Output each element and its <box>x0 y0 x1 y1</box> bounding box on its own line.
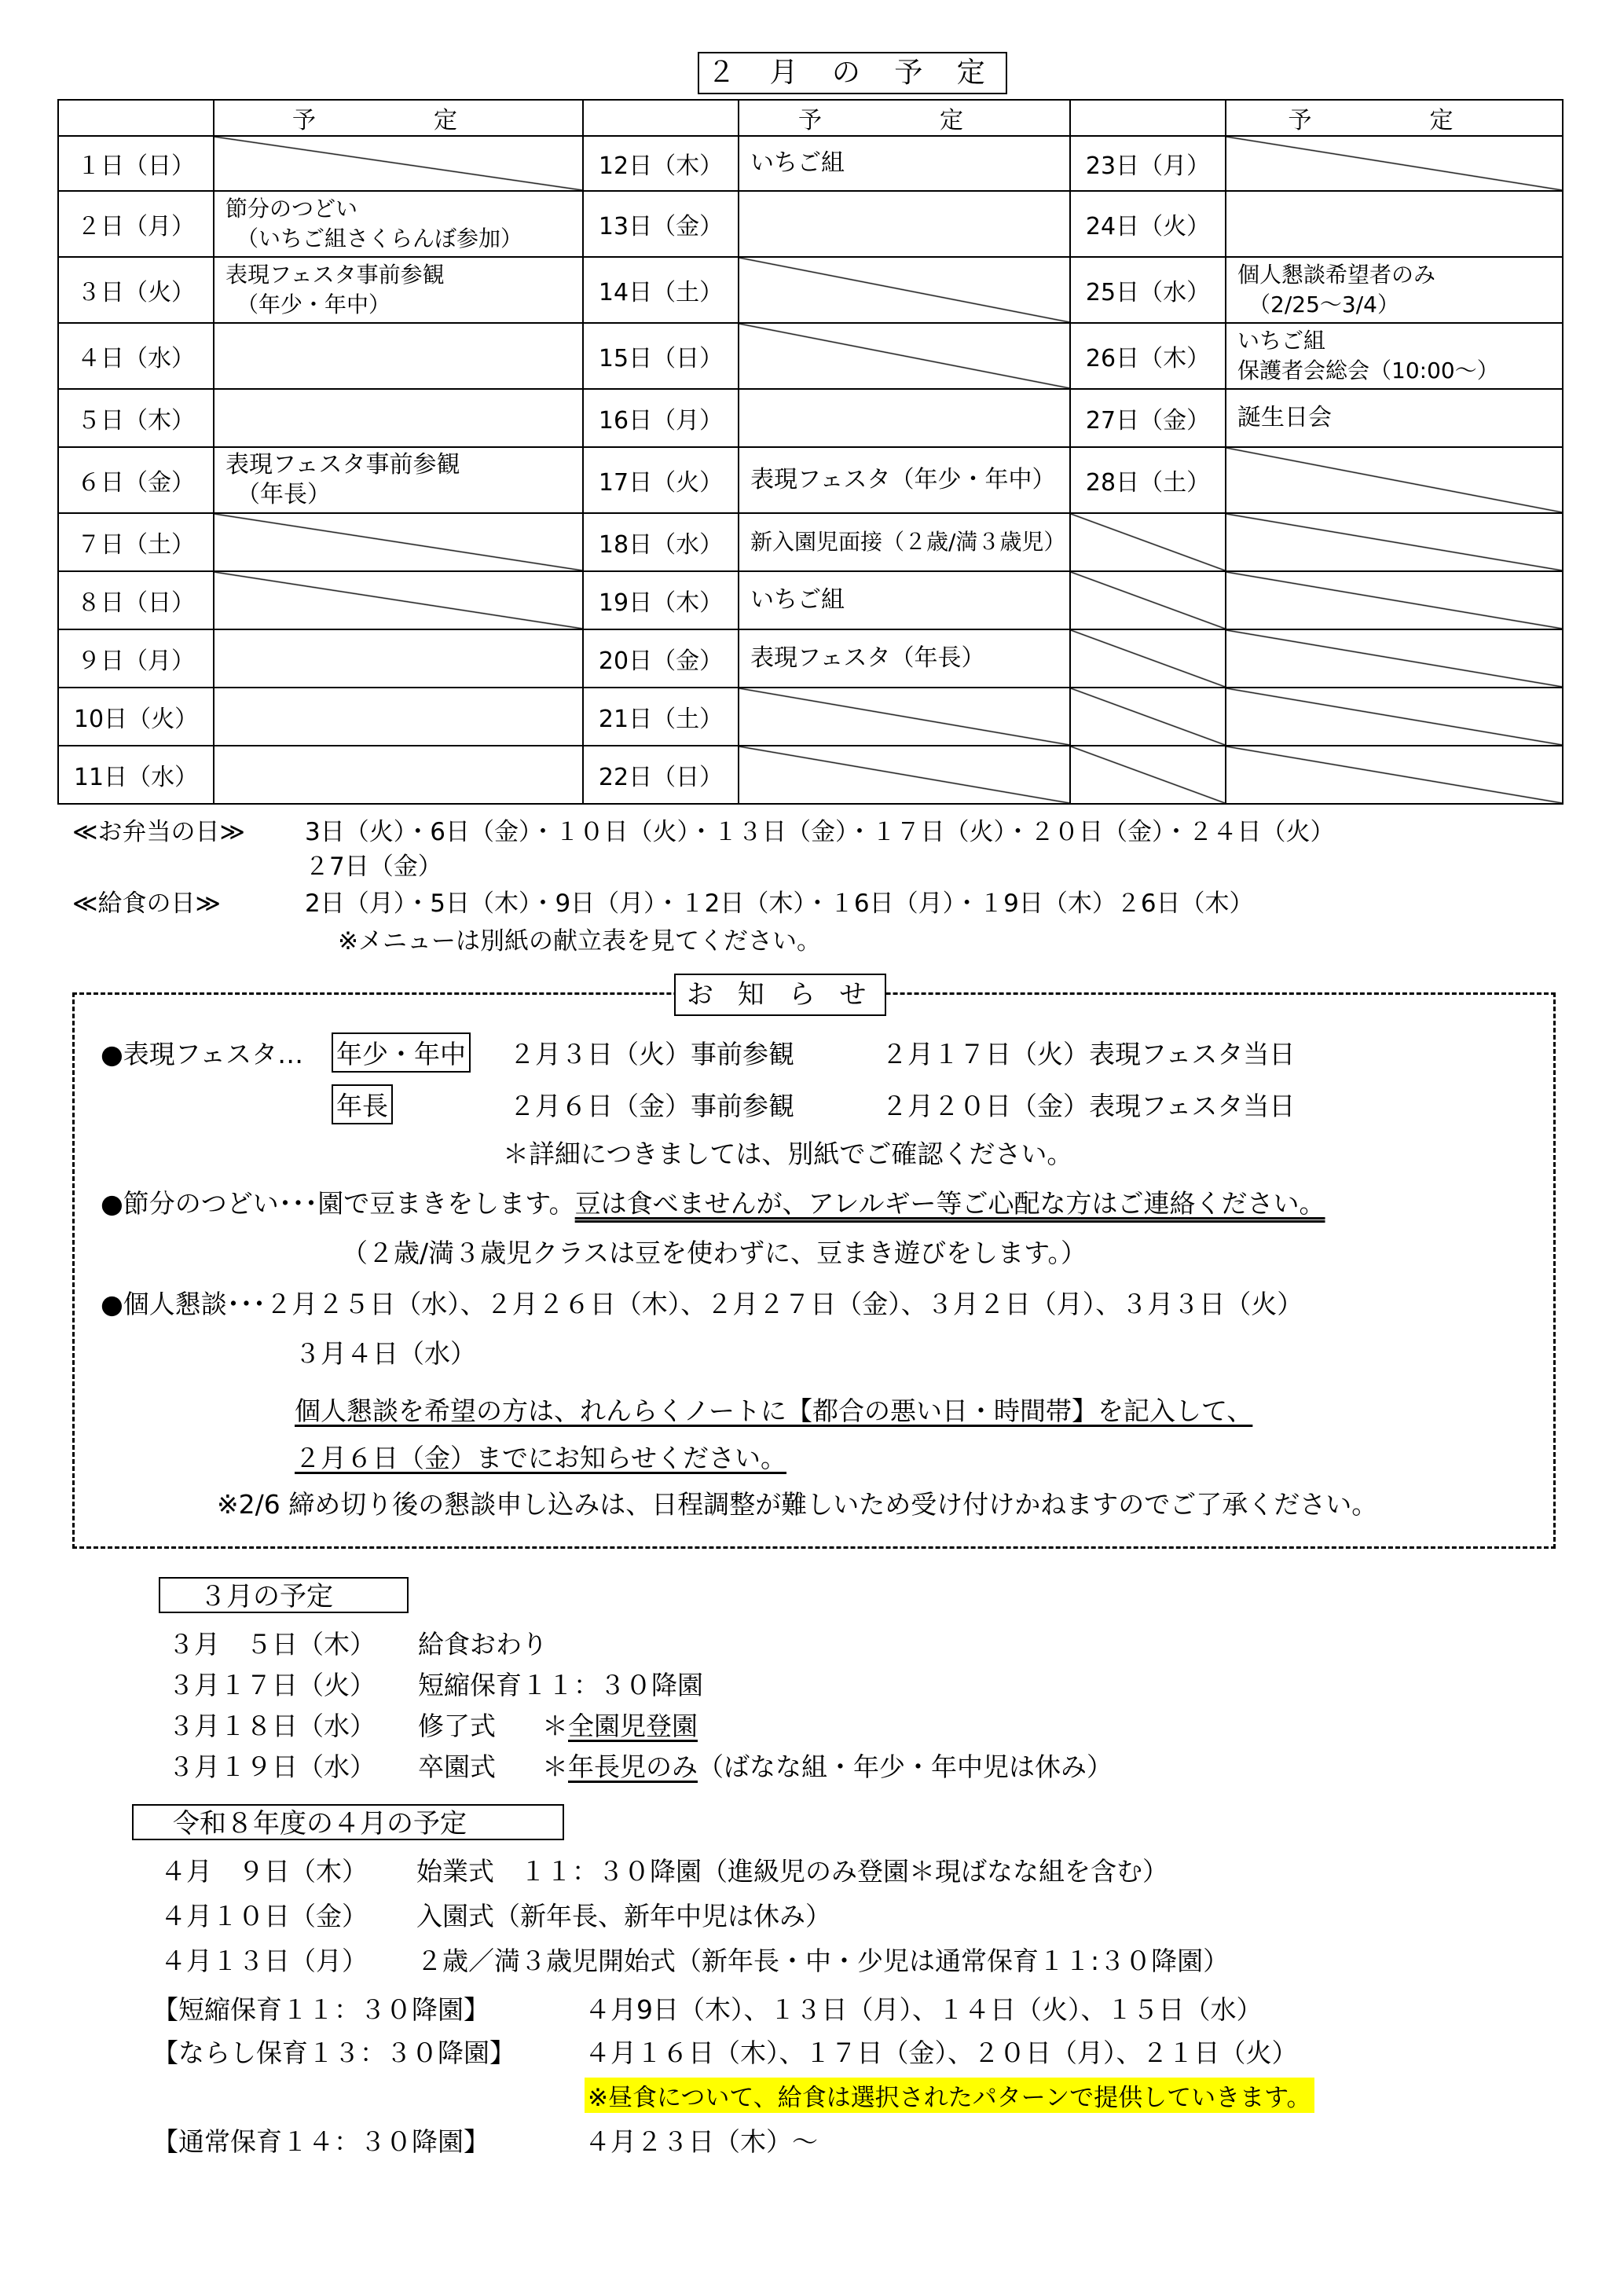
calendar-date: ７日（土） <box>58 513 214 571</box>
calendar-date: 11日（水） <box>58 746 214 804</box>
march-mark: ＊ <box>542 1711 568 1741</box>
schedule-label: 【通常保育１４：３０降園】 <box>152 2126 489 2157</box>
april-schedule <box>152 1990 1263 2026</box>
setsubun-label: ●節分のつどい･･･ <box>101 1188 318 1219</box>
calendar-date: ９日（月） <box>58 629 214 688</box>
event-line: いちご組 <box>750 149 845 177</box>
april-date: ４月１０日（金） <box>160 1901 368 1931</box>
march-event: 修了式 <box>418 1711 496 1741</box>
calendar-row <box>58 688 1563 746</box>
setsubun-line <box>101 1183 1325 1220</box>
event-line: 表現フェスタ事前参観 <box>225 451 460 479</box>
march-date: ３月１７日（火） <box>168 1670 376 1700</box>
event-line: 新入園児面接（２歳/満３歳児） <box>750 529 1066 555</box>
header-plan: 予 定 <box>739 100 1070 136</box>
march-mark: ＊ <box>542 1751 568 1782</box>
calendar-event <box>739 746 1070 804</box>
schedule-label: 【ならし保育１３：３０降園】 <box>152 2037 515 2068</box>
kondan-instruction-2: ２月６日（金）までにお知らせください。 <box>295 1443 787 1473</box>
march-note: （ばなな組・年少・年中児は休み） <box>698 1751 1113 1782</box>
calendar-date: 24日（火） <box>1070 191 1226 257</box>
april-schedule <box>152 2122 818 2158</box>
event-line: 誕生日会 <box>1237 404 1332 431</box>
calendar-row <box>58 447 1563 513</box>
calendar-row <box>58 191 1563 257</box>
kyushoku-label: ≪給食の日≫ <box>72 889 221 918</box>
march-title: ３月の予定 <box>159 1577 409 1613</box>
calendar-row <box>58 629 1563 688</box>
calendar-date: ２日（月） <box>58 191 214 257</box>
kyushoku-dates: 2日（月）・5日（木）・9日（月）・１2日（木）・１6日（月）・１9日（木）２6日（木） <box>305 889 1254 918</box>
calendar-date: 28日（土） <box>1070 447 1226 513</box>
april-item <box>160 1896 831 1933</box>
calendar-date: 18日（水） <box>583 513 739 571</box>
calendar-event <box>214 447 583 513</box>
event-line: いちご組 <box>1237 328 1326 354</box>
calendar-event <box>214 389 583 447</box>
calendar-event <box>214 513 583 571</box>
calendar-event <box>214 629 583 688</box>
event-line: 保護者会総会（10:00～） <box>1237 358 1499 383</box>
bento-label: ≪お弁当の日≫ <box>72 818 245 846</box>
kondan-label: ●個人懇談･･･ <box>101 1289 266 1319</box>
calendar-event <box>1226 323 1563 389</box>
april-date: ４月 ９日（木） <box>160 1856 368 1887</box>
calendar-event <box>739 571 1070 629</box>
calendar-date <box>1070 746 1226 804</box>
calendar-event <box>1226 389 1563 447</box>
march-target: 全園児登園 <box>568 1711 698 1741</box>
festa-g1-day: ２月１７日（火）表現フェスタ当日 <box>882 1039 1296 1069</box>
february-calendar <box>57 99 1564 805</box>
march-event: 卒園式 <box>418 1751 496 1782</box>
header-plan: 予 定 <box>214 100 583 136</box>
calendar-event <box>739 323 1070 389</box>
kondan-note: ※2/6 締め切り後の懇談申し込みは、日程調整が難しいため受け付けかねますのでご了承ください。 <box>217 1489 1378 1520</box>
header-blank <box>58 100 214 136</box>
april-date: ４月１３日（月） <box>160 1946 368 1976</box>
calendar-event <box>739 629 1070 688</box>
calendar-event <box>1226 257 1563 323</box>
event-line: （2/25～3/4） <box>1248 292 1399 317</box>
calendar-date: 19日（木） <box>583 571 739 629</box>
calendar-event <box>214 191 583 257</box>
calendar-date: 25日（水） <box>1070 257 1226 323</box>
march-event: 給食おわり <box>418 1629 548 1660</box>
calendar-row <box>58 136 1563 191</box>
calendar-event <box>1226 688 1563 746</box>
event-line: （いちご組さくらんぼ参加） <box>236 226 523 251</box>
calendar-event <box>1226 136 1563 191</box>
calendar-date <box>1070 513 1226 571</box>
calendar-date <box>1070 629 1226 688</box>
page-title: ２ 月 の 予 定 <box>698 52 1007 94</box>
event-line: 個人懇談希望者のみ <box>1237 262 1436 288</box>
april-event: 入園式（新年長、新年中児は休み） <box>416 1901 831 1931</box>
calendar-body <box>58 136 1563 804</box>
calendar-date <box>1070 571 1226 629</box>
event-line: （年長） <box>236 481 331 508</box>
festa-note: ＊詳細につきましては、別紙でご確認ください。 <box>503 1139 1073 1169</box>
april-item <box>160 1941 1229 1978</box>
calendar-date: ４日（水） <box>58 323 214 389</box>
header-blank <box>583 100 739 136</box>
calendar-date: 22日（日） <box>583 746 739 804</box>
kondan-instruction-1: 個人懇談を希望の方は、れんらくノートに【都合の悪い日・時間帯】を記入して、 <box>295 1396 1253 1426</box>
kondan-line <box>101 1284 1303 1321</box>
calendar-date: 23日（月） <box>1070 136 1226 191</box>
march-date: ３月 ５日（木） <box>168 1629 376 1660</box>
calendar-event <box>739 513 1070 571</box>
festa-label: ●表現フェスタ… <box>101 1039 304 1069</box>
event-line: 表現フェスタ事前参観 <box>225 262 445 288</box>
april-schedule <box>152 2033 1298 2070</box>
calendar-event <box>214 571 583 629</box>
kondan-dates-2: ３月４日（水） <box>295 1338 476 1369</box>
march-date: ３月１９日（水） <box>168 1751 376 1782</box>
calendar-date: 26日（木） <box>1070 323 1226 389</box>
calendar-event <box>214 688 583 746</box>
calendar-date: ６日（金） <box>58 447 214 513</box>
event-line: 表現フェスタ（年少・年中） <box>750 466 1056 493</box>
calendar-event <box>1226 629 1563 688</box>
schedule-dates: ４月１６日（木）、１７日（金）、２０日（月）、２１日（火） <box>585 2037 1298 2068</box>
header-blank <box>1070 100 1226 136</box>
march-item <box>168 1706 698 1743</box>
festa-group-2: 年長 <box>332 1084 393 1124</box>
calendar-date: 15日（日） <box>583 323 739 389</box>
calendar-date: 12日（木） <box>583 136 739 191</box>
setsubun-note: （２歳/満３歳児クラスは豆を使わずに、豆まき遊びをします。） <box>342 1238 1087 1268</box>
festa-g2-day: ２月２０日（金）表現フェスタ当日 <box>882 1091 1296 1121</box>
setsubun-allergy: 豆は食べませんが、アレルギー等ご心配な方はご連絡ください。 <box>574 1188 1325 1219</box>
calendar-date: ５日（木） <box>58 389 214 447</box>
calendar-event <box>739 257 1070 323</box>
calendar-date: 16日（月） <box>583 389 739 447</box>
bento-dates: 3日（火）・6日（金）・１０日（火）・１３日（金）・１７日（火）・２０日（金）・２４日（火） <box>305 818 1335 846</box>
calendar-date: ８日（日） <box>58 571 214 629</box>
calendar-event <box>1226 513 1563 571</box>
calendar-date: ３日（火） <box>58 257 214 323</box>
calendar-row <box>58 323 1563 389</box>
kondan-dates: ２月２５日（水）、２月２６日（木）、２月２７日（金）、３月２日（月）、３月３日（火） <box>266 1289 1303 1319</box>
setsubun-text: 園で豆まきをします。 <box>317 1188 575 1219</box>
festa-group-1: 年少・年中 <box>332 1032 471 1073</box>
march-item <box>168 1624 548 1661</box>
calendar-date: 10日（火） <box>58 688 214 746</box>
calendar-event <box>1226 746 1563 804</box>
march-item <box>168 1747 1113 1784</box>
calendar-event <box>1226 571 1563 629</box>
calendar-event <box>214 323 583 389</box>
calendar-event <box>214 136 583 191</box>
march-date: ３月１８日（水） <box>168 1711 376 1741</box>
calendar-date <box>1070 688 1226 746</box>
lunch-highlight: ※昼食について、給食は選択されたパターンで提供していきます。 <box>585 2078 1314 2113</box>
calendar-event <box>739 688 1070 746</box>
march-event: 短縮保育１１：３０降園 <box>418 1670 703 1700</box>
calendar-event <box>214 746 583 804</box>
event-line: 表現フェスタ（年長） <box>750 644 985 672</box>
event-line: 節分のつどい <box>225 196 358 222</box>
festa-g2-preview: ２月６日（金）事前参観 <box>509 1091 794 1121</box>
calendar-row <box>58 571 1563 629</box>
header-plan: 予 定 <box>1226 100 1563 136</box>
calendar-row <box>58 257 1563 323</box>
calendar-date: 17日（火） <box>583 447 739 513</box>
april-event: ２歳／満３歳児開始式（新年長・中・少児は通常保育１１:３０降園） <box>416 1946 1230 1976</box>
calendar-date: 27日（金） <box>1070 389 1226 447</box>
kyushoku-note: ※メニューは別紙の献立表を見てください。 <box>338 927 821 955</box>
calendar-date: 21日（土） <box>583 688 739 746</box>
schedule-dates: ４月9日（木）、１３日（月）、１４日（火）、１５日（水） <box>585 1994 1263 2025</box>
calendar-event <box>1226 191 1563 257</box>
march-target: 年長児のみ <box>568 1751 698 1782</box>
schedule-dates: ４月２３日（木）～ <box>585 2126 818 2157</box>
calendar-event <box>739 447 1070 513</box>
march-item <box>168 1665 703 1702</box>
event-line: （年少・年中） <box>236 292 391 317</box>
calendar-date: 20日（金） <box>583 629 739 688</box>
calendar-event <box>739 389 1070 447</box>
festa-g1-preview: ２月３日（火）事前参観 <box>509 1039 794 1069</box>
event-line: いちご組 <box>750 586 845 614</box>
schedule-label: 【短縮保育１１：３０降園】 <box>152 1994 489 2025</box>
april-event: 始業式 １１：３０降園（進級児のみ登園＊現ばなな組を含む） <box>416 1856 1168 1887</box>
calendar-event <box>739 136 1070 191</box>
calendar-date: 14日（土） <box>583 257 739 323</box>
calendar-row <box>58 389 1563 447</box>
notice-title: お 知 ら せ <box>674 974 886 1016</box>
calendar-row <box>58 513 1563 571</box>
april-item <box>160 1851 1168 1888</box>
calendar-event <box>214 257 583 323</box>
calendar-event <box>739 191 1070 257</box>
calendar-event <box>1226 447 1563 513</box>
calendar-date: １日（日） <box>58 136 214 191</box>
calendar-date: 13日（金） <box>583 191 739 257</box>
bento-dates-2: ２7日（金） <box>305 853 442 881</box>
april-title: 令和８年度の４月の予定 <box>132 1804 564 1840</box>
calendar-row <box>58 746 1563 804</box>
